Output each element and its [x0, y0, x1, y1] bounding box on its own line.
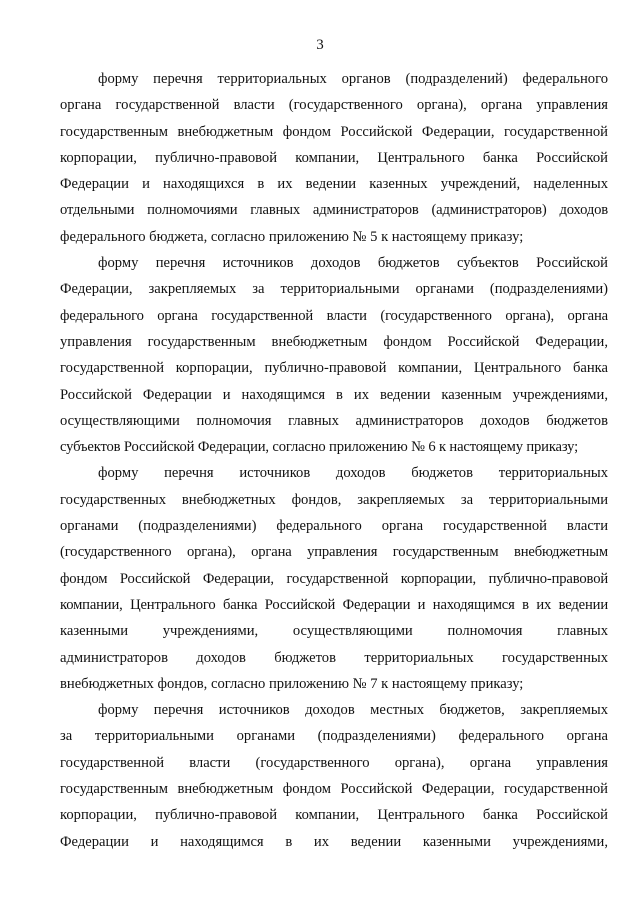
text-line: Федерации и находящихся в их ведении казенных учреждений, наделенных	[60, 176, 608, 193]
text-line: Федерации, закрепляемых за территориальными органами (подразделениями)	[60, 281, 608, 298]
paragraph-2	[60, 250, 608, 460]
text-line: Российской Федерации и находящимся в их ведении казенным учреждениями,	[60, 386, 608, 403]
text-line: государственной корпорации, публично-правовой компании, Центрального банка	[60, 360, 608, 377]
paragraph-1	[60, 66, 608, 250]
text-line: внебюджетных фондов, согласно приложению № 7 к настоящему приказу;	[60, 675, 524, 692]
text-line: Федерации и находящимся в их ведении казенными учреждениями,	[60, 833, 608, 850]
text-line: администраторов доходов бюджетов территориальных государственных	[60, 649, 608, 666]
text-line: органа государственной власти (государственного органа), органа управления	[60, 97, 608, 114]
text-line: казенными учреждениями, осуществляющими полномочия главных	[60, 623, 608, 640]
text-line: компании, Центрального банка Российской Федерации и находящимся в их ведении	[60, 596, 608, 613]
paragraph-4	[60, 697, 608, 855]
text-line: форму перечня источников доходов местных бюджетов, закрепляемых	[98, 702, 608, 719]
text-line: органами (подразделениями) федерального органа государственной власти	[60, 518, 608, 535]
text-line: федерального бюджета, согласно приложению № 5 к настоящему приказу;	[60, 228, 524, 245]
text-line: (государственного органа), органа управления государственным внебюджетным	[60, 544, 608, 561]
text-line: управления государственным внебюджетным фондом Российской Федерации,	[60, 333, 608, 350]
text-line: за территориальными органами (подразделениями) федерального органа	[60, 728, 608, 745]
text-line: форму перечня территориальных органов (подразделений) федерального	[98, 71, 608, 87]
text-line: отдельными полномочиями главных администраторов (администраторов) доходов	[60, 202, 608, 219]
text-line: государственным внебюджетным фондом Российской Федерации, государственной	[60, 781, 608, 798]
document-body	[60, 66, 608, 855]
paragraph-3	[60, 460, 608, 697]
text-line: государственных внебюджетных фондов, закрепляемых за территориальными	[60, 491, 608, 508]
text-line: форму перечня источников доходов бюджетов территориальных	[98, 465, 608, 482]
text-line: государственным внебюджетным фондом Российской Федерации, государственной	[60, 123, 608, 140]
text-line: субъектов Российской Федерации, согласно приложению № 6 к настоящему приказу;	[60, 439, 579, 456]
text-line: корпорации, публично-правовой компании, Центрального банка Российской	[60, 149, 608, 166]
text-line: фондом Российской Федерации, государственной корпорации, публично-правовой	[60, 570, 608, 587]
text-line: федерального органа государственной власти (государственного органа), органа	[60, 307, 608, 324]
text-line: форму перечня источников доходов бюджетов субъектов Российской	[98, 255, 608, 272]
text-line: осуществляющими полномочия главных администраторов доходов бюджетов	[60, 412, 608, 429]
text-line: государственной власти (государственного органа), органа управления	[60, 754, 608, 771]
page-number: 3	[316, 37, 324, 53]
text-line: корпорации, публично-правовой компании, Центрального банка Российской	[60, 807, 608, 824]
